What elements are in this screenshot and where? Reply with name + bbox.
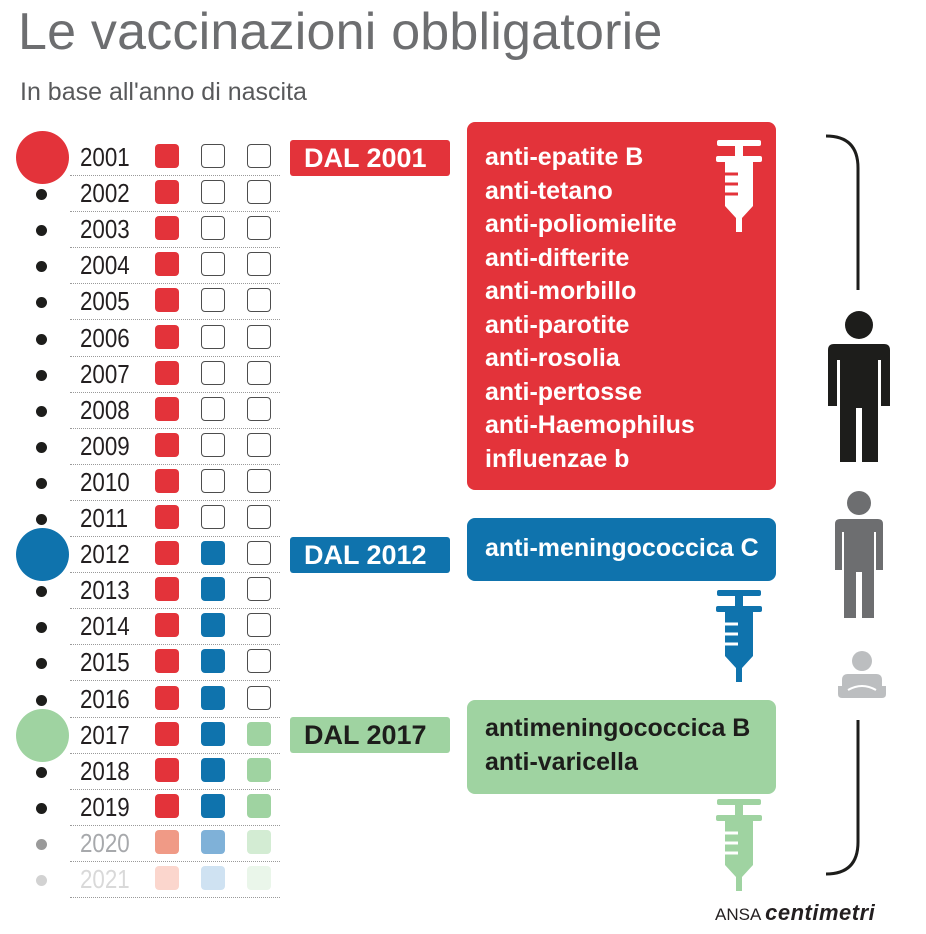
- year-row: [0, 284, 290, 320]
- row-separator: [70, 897, 280, 898]
- vaccine-group-square: [247, 144, 271, 168]
- year-dot: [36, 370, 47, 381]
- vaccine-group-square: [247, 325, 271, 349]
- vaccine-group-square: [201, 686, 225, 710]
- tag-dal-2017: DAL 2017: [290, 717, 450, 753]
- vaccine-group-square: [201, 397, 225, 421]
- page-subtitle: In base all'anno di nascita: [20, 78, 307, 106]
- adult-icon: [826, 310, 892, 465]
- year-row: [0, 429, 290, 465]
- vaccine-group-square: [201, 613, 225, 637]
- year-label: 2018: [80, 755, 130, 786]
- vaccine-group-square: [155, 433, 179, 457]
- vaccine-group-square: [247, 361, 271, 385]
- vaccine-group-square: [155, 397, 179, 421]
- vaccine-box-2012: [467, 518, 776, 581]
- year-label: 2011: [80, 503, 129, 533]
- vaccine-group-square: [201, 180, 225, 204]
- vaccine-group-square: [201, 361, 225, 385]
- vaccine-group-square: [201, 252, 225, 276]
- year-dot: [36, 225, 47, 236]
- year-dot: [36, 406, 47, 417]
- year-label: 2010: [80, 466, 130, 497]
- syringe-icon: [712, 588, 768, 684]
- year-label: 2020: [80, 827, 130, 858]
- year-dot: [36, 189, 47, 200]
- vaccine-group-square: [201, 649, 225, 673]
- vaccine-group-square: [247, 758, 271, 782]
- year-label: 2005: [80, 286, 130, 317]
- vaccine-group-square: [155, 469, 179, 493]
- year-label: 2001: [80, 142, 130, 172]
- year-row: [0, 357, 290, 393]
- baby-icon: [836, 650, 888, 700]
- vaccine-group-square: [247, 505, 271, 529]
- vaccine-group-square: [155, 180, 179, 204]
- year-dot: [36, 442, 47, 453]
- vaccine-item: antimeningococcica B: [485, 714, 751, 742]
- year-row: [0, 176, 290, 212]
- vaccine-group-square: [201, 288, 225, 312]
- vaccine-group-square: [247, 686, 271, 710]
- year-row: [0, 718, 290, 754]
- vaccine-group-square: [247, 649, 271, 673]
- year-label: 2007: [80, 358, 130, 389]
- vaccine-group-square: [247, 252, 271, 276]
- vaccine-group-square: [155, 541, 179, 565]
- vaccine-group-square: [247, 866, 271, 890]
- tag-dal-2012: DAL 2012: [290, 537, 450, 573]
- year-row: [0, 645, 290, 681]
- page-title: Le vaccinazioni obbligatorie: [18, 3, 663, 61]
- year-dot: [36, 658, 47, 669]
- year-dot: [36, 839, 47, 850]
- year-dot: [36, 586, 47, 597]
- vaccine-group-square: [201, 722, 225, 746]
- vaccine-item: influenzae b: [485, 444, 630, 473]
- vaccine-group-square: [155, 686, 179, 710]
- vaccine-item: anti-tetano: [485, 176, 613, 205]
- vaccine-group-square: [155, 288, 179, 312]
- year-label: 2013: [80, 575, 130, 606]
- vaccine-group-square: [155, 216, 179, 240]
- year-label: 2016: [80, 683, 130, 714]
- vaccine-group-square: [155, 794, 179, 818]
- year-row: [0, 212, 290, 248]
- year-dot: [36, 297, 47, 308]
- vaccine-group-square: [155, 361, 179, 385]
- vaccine-group-square: [247, 397, 271, 421]
- vaccine-group-square: [247, 613, 271, 637]
- vaccine-group-square: [201, 505, 225, 529]
- vaccine-group-square: [201, 433, 225, 457]
- vaccine-group-square: [155, 577, 179, 601]
- year-dot: [36, 803, 47, 814]
- tag-dal-2001: DAL 2001: [290, 140, 450, 176]
- vaccine-group-square: [247, 469, 271, 493]
- vaccine-group-square: [155, 722, 179, 746]
- vaccine-group-square: [155, 325, 179, 349]
- syringe-icon: [712, 797, 768, 893]
- year-label: 2014: [80, 611, 130, 642]
- vaccine-item: anti-difterite: [485, 243, 630, 272]
- vaccine-group-square: [201, 144, 225, 168]
- year-dot: [36, 478, 47, 489]
- vaccine-item: anti-morbillo: [485, 277, 637, 305]
- year-row: [0, 465, 290, 501]
- year-label: 2009: [80, 430, 130, 461]
- year-label: 2012: [80, 539, 130, 570]
- vaccine-group-square: [247, 288, 271, 312]
- year-label: 2002: [80, 178, 130, 209]
- vaccine-group-square: [247, 830, 271, 854]
- year-row: [0, 393, 290, 429]
- vaccine-item: anti-rosolia: [485, 344, 620, 372]
- year-label: 2008: [80, 394, 130, 425]
- year-row: [0, 321, 290, 357]
- vaccine-group-square: [247, 216, 271, 240]
- year-label: 2003: [80, 214, 130, 245]
- year-dot: [36, 334, 47, 345]
- vaccine-group-square: [247, 577, 271, 601]
- vaccine-group-square: [155, 649, 179, 673]
- year-row: [0, 537, 290, 573]
- vaccine-group-square: [201, 794, 225, 818]
- year-label: 2021: [80, 864, 130, 894]
- year-dot: [36, 622, 47, 633]
- vaccine-group-square: [201, 469, 225, 493]
- vaccine-item: anti-epatite B: [485, 143, 644, 171]
- vaccine-group-square: [155, 505, 179, 529]
- year-row: [0, 140, 290, 176]
- vaccine-group-square: [247, 180, 271, 204]
- vaccine-group-square: [155, 758, 179, 782]
- year-row: [0, 754, 290, 790]
- vaccine-item: anti-pertosse: [485, 377, 642, 406]
- year-row: [0, 862, 290, 898]
- vaccine-item: anti-parotite: [485, 310, 630, 339]
- year-label: 2015: [80, 647, 130, 678]
- year-label: 2006: [80, 322, 130, 353]
- vaccine-group-square: [155, 144, 179, 168]
- vaccine-group-square: [201, 541, 225, 565]
- vaccine-group-square: [201, 758, 225, 782]
- vaccine-item: anti-Haemophilus: [485, 411, 695, 439]
- year-dot: [36, 875, 47, 886]
- year-label: 2017: [80, 719, 130, 750]
- year-row: [0, 826, 290, 862]
- vaccine-item: anti-meningococcica C: [485, 534, 759, 562]
- year-row: [0, 790, 290, 826]
- year-dot: [36, 514, 47, 525]
- vaccine-group-square: [201, 216, 225, 240]
- vaccine-group-square: [201, 577, 225, 601]
- year-label: 2019: [80, 791, 130, 822]
- footer-logo: centimetri: [765, 900, 876, 925]
- child-icon: [833, 490, 885, 620]
- vaccine-item: anti-poliomielite: [485, 210, 677, 238]
- year-row: [0, 609, 290, 645]
- syringe-icon: [712, 138, 768, 234]
- vaccine-item: anti-varicella: [485, 747, 638, 776]
- year-dot: [36, 261, 47, 272]
- vaccine-group-square: [201, 866, 225, 890]
- vaccine-box-2017: [467, 700, 776, 794]
- vaccine-group-square: [247, 433, 271, 457]
- vaccine-group-square: [155, 252, 179, 276]
- vaccine-group-square: [201, 325, 225, 349]
- vaccine-group-square: [155, 866, 179, 890]
- year-dot: [36, 767, 47, 778]
- vaccine-group-square: [155, 830, 179, 854]
- vaccine-group-square: [155, 613, 179, 637]
- vaccine-group-square: [247, 722, 271, 746]
- vaccine-group-square: [247, 541, 271, 565]
- year-label: 2004: [80, 250, 130, 281]
- year-dot: [36, 695, 47, 706]
- vaccine-group-square: [247, 794, 271, 818]
- footer-brand: ANSA: [715, 905, 761, 924]
- year-row: [0, 248, 290, 284]
- year-row: [0, 573, 290, 609]
- vaccine-group-square: [201, 830, 225, 854]
- footer-credit: [715, 900, 875, 926]
